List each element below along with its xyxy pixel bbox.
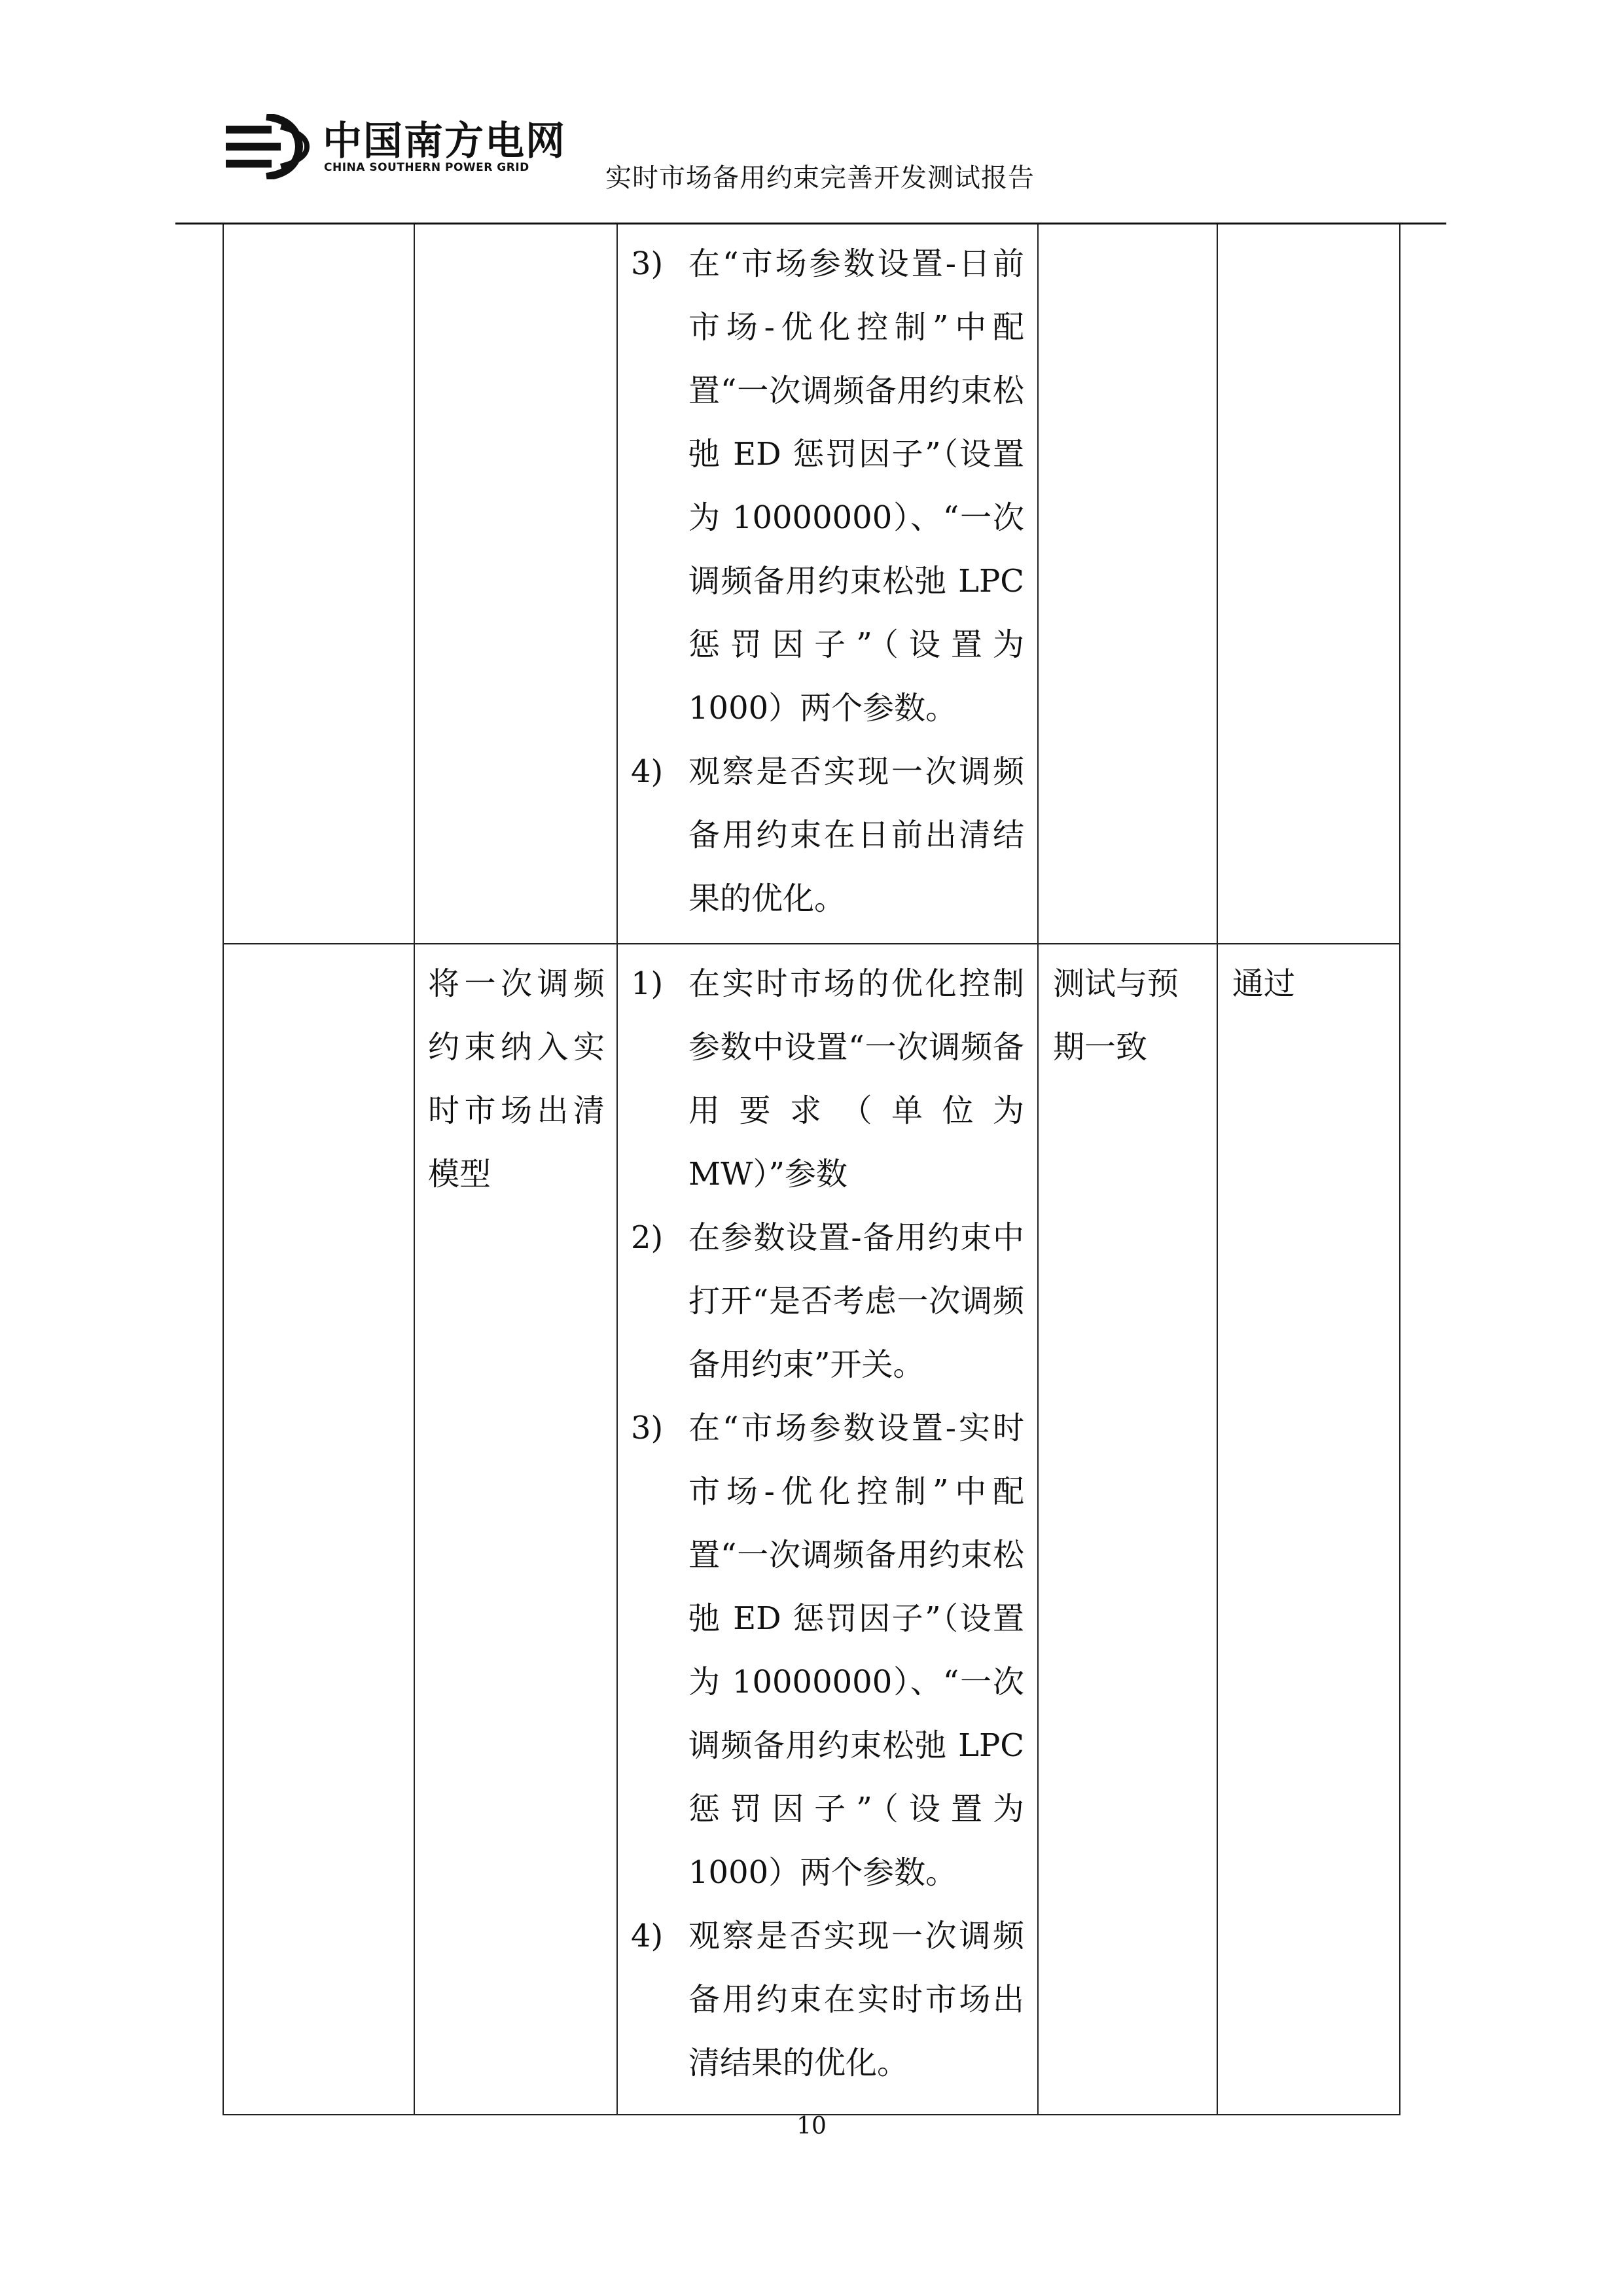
page-header — [0, 0, 1623, 236]
step-number: 4) — [631, 753, 664, 790]
step-text: 在“市场参数设置-实时市场-优化控制”中配置“一次调频备用约束松弛 ED 惩罚因子”（设置为 10000000）、“一次调频备用约束松弛 LPC 惩罚因子”（设置为 1000）两个参数。 — [688, 1410, 1024, 1891]
step-text: 观察是否实现一次调频备用约束在日前出清结果的优化。 — [688, 753, 1024, 917]
step-number: 1) — [631, 965, 664, 1002]
step-text: 在参数设置-备用约束中打开“是否考虑一次调频备用约束”开关。 — [688, 1219, 1024, 1383]
document-title: 实时市场备用约束完善开发测试报告 — [605, 163, 1035, 193]
step-text: 在实时市场的优化控制参数中设置“一次调频备用要求（单位为 MW）”参数 — [688, 965, 1024, 1193]
logo-english-name: CHINA SOUTHERN POWER GRID — [324, 161, 529, 174]
cell-test-item — [414, 224, 617, 944]
step-number: 4) — [631, 1918, 664, 1954]
step-number: 3) — [631, 245, 664, 282]
cell-test-item: 将一次调频约束纳入实时市场出清模型 — [414, 944, 617, 2115]
step-number: 3) — [631, 1410, 664, 1446]
list-item — [631, 740, 1024, 931]
cell-test-result — [1038, 224, 1217, 944]
cell-col1 — [223, 224, 414, 944]
test-case-table — [223, 224, 1400, 2115]
step-number: 2) — [631, 1219, 664, 1256]
cell-test-steps — [617, 944, 1038, 2115]
step-text: 观察是否实现一次调频备用约束在实时市场出清结果的优化。 — [688, 1918, 1024, 2081]
steps-list — [618, 944, 1037, 2095]
list-item — [631, 1397, 1024, 1905]
cell-conclusion: 通过 — [1217, 944, 1400, 2115]
table-row — [223, 224, 1400, 944]
table-row — [223, 944, 1400, 2115]
page-number: 10 — [796, 2113, 827, 2140]
list-item — [631, 1905, 1024, 2095]
cell-col1 — [223, 944, 414, 2115]
cell-test-result: 测试与预期一致 — [1038, 944, 1217, 2115]
list-item — [631, 952, 1024, 1206]
step-text: 在“市场参数设置-日前市场-优化控制”中配置“一次调频备用约束松弛 ED 惩罚因子”（设置为 10000000）、“一次调频备用约束松弛 LPC 惩罚因子”（设置为 1000）两个参数。 — [688, 245, 1024, 726]
company-logo — [226, 110, 579, 182]
cell-test-steps — [617, 224, 1038, 944]
list-item — [631, 1206, 1024, 1397]
list-item — [631, 232, 1024, 740]
steps-list — [618, 224, 1037, 931]
cell-conclusion — [1217, 224, 1400, 944]
logo-chinese-name: 中国南方电网 — [323, 118, 566, 164]
power-grid-emblem-icon — [226, 114, 311, 179]
